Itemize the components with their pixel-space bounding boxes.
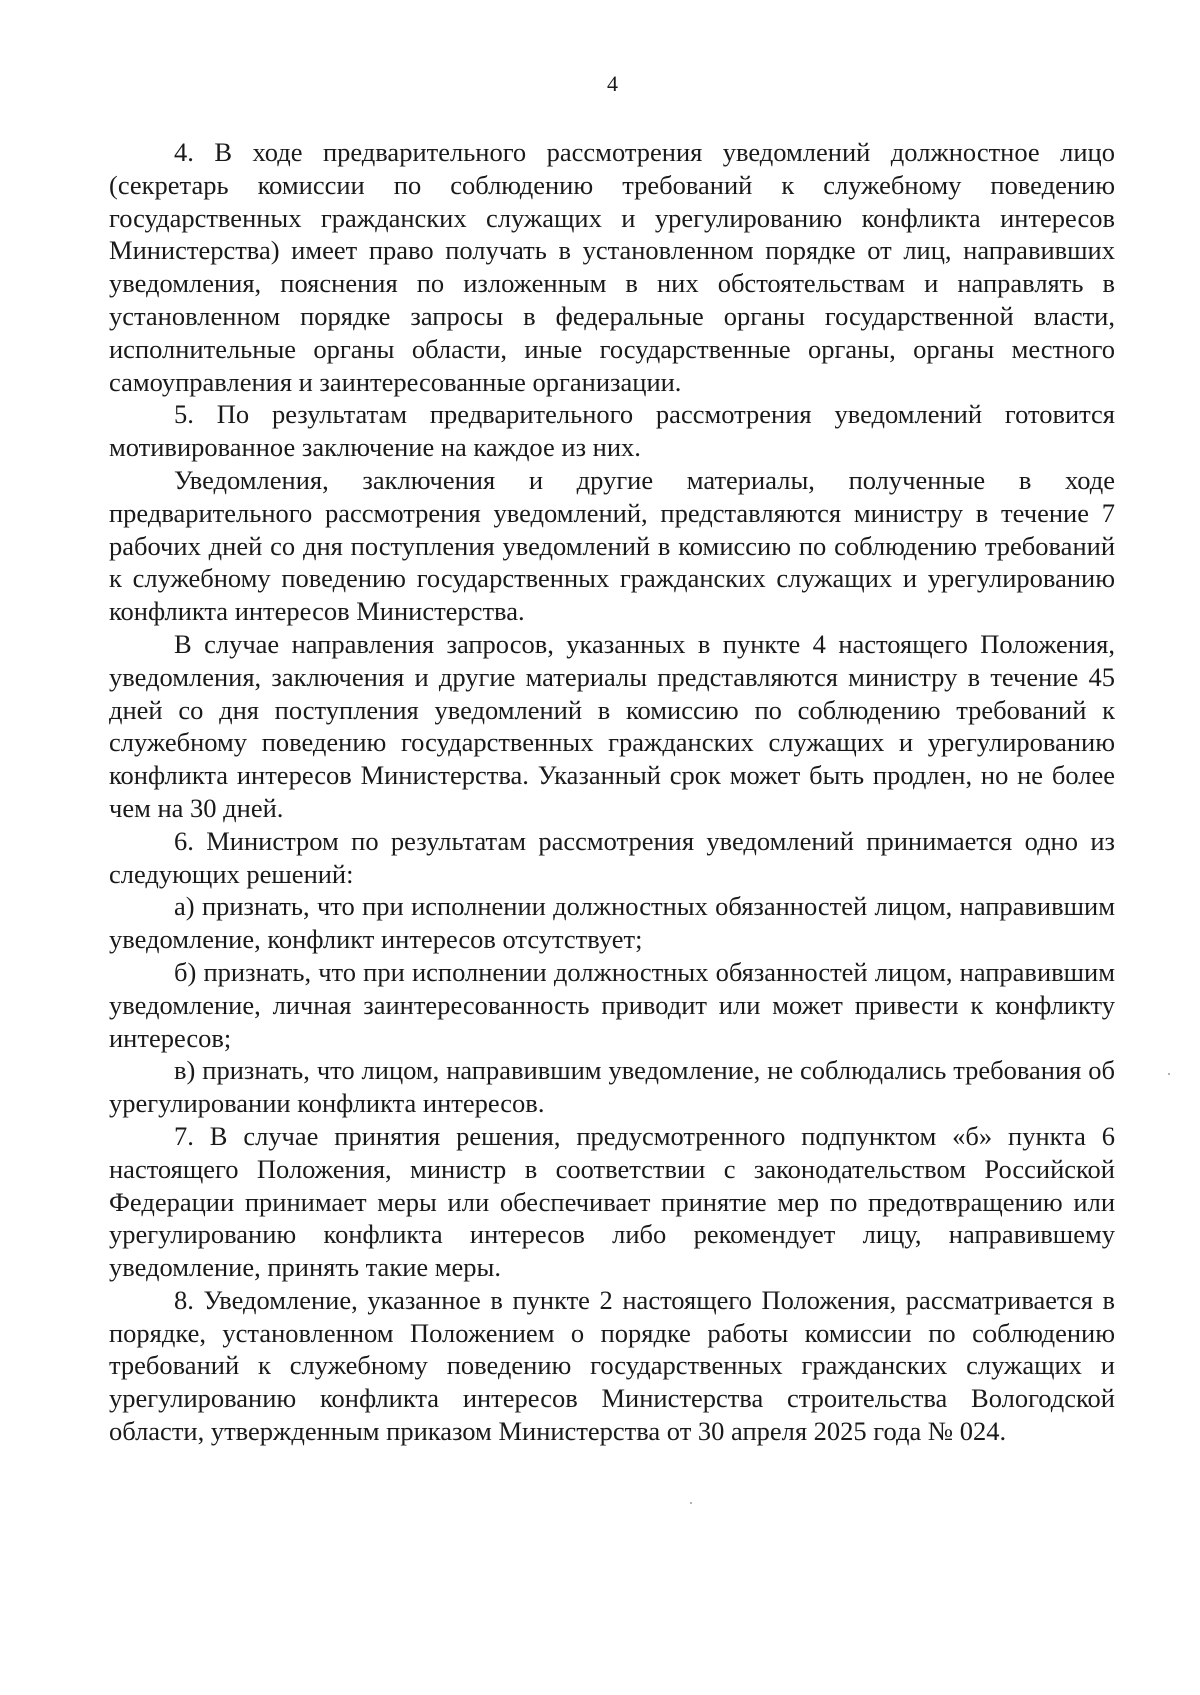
paragraph-item-4: 4. В ходе предварительного рассмотрения уведомлений должностное лицо (секретарь комиссии по соблюдению требований к служебному поведению государственных гражданских служащих и урегулированию конфликта интересов Министерства) имеет право получать в установленном порядке от лиц, направивших уведомления, пояснения по изложенным в них обстоятельствам и направлять в установленном порядке запросы в федеральные органы государственной власти, исполнительные органы области, иные государственные органы, органы местного самоуправления и заинтересованные организации. — [109, 137, 1115, 397]
scan-speck — [690, 1502, 692, 1504]
scan-speck — [1168, 1073, 1170, 1075]
paragraph-item-5-requests-deadline: В случае направления запросов, указанных в пункте 4 настоящего Положения, уведомления, заключения и другие материалы представляются министру в течение 45 дней со дня поступления уведомлений в комиссию по соблюдению требований к служебному поведению государственных гражданских служащих и урегулированию конфликта интересов Министерства. Указанный срок может быть продлен, но не более чем на 30 дней. — [109, 628, 1115, 823]
paragraph-item-5-notifications-deadline: Уведомления, заключения и другие материалы, полученные в ходе предварительного рассмотрения уведомлений, представляются министру в течение 7 рабочих дней со дня поступления уведомлений в комиссию по соблюдению требований к служебному поведению государственных гражданских служащих и урегулированию конфликта интересов Министерства. — [109, 464, 1115, 627]
paragraph-item-6: 6. Министром по результатам рассмотрения уведомлений принимается одно из следующих решений: — [109, 825, 1115, 889]
paragraph-item-6-subitem-a: а) признать, что при исполнении должностных обязанностей лицом, направившим уведомление, конфликт интересов отсутствует; — [109, 891, 1115, 955]
paragraph-item-7: 7. В случае принятия решения, предусмотренного подпунктом «б» пункта 6 настоящего Положения, министр в соответствии с законодательством Российской Федерации принимает меры или обеспечивает принятие мер по предотвращению или урегулированию конфликта интересов либо рекомендует лицу, направившему уведомление, принять такие меры. — [109, 1120, 1115, 1283]
paragraph-item-6-subitem-b: б) признать, что при исполнении должностных обязанностей лицом, направившим уведомление, личная заинтересованность приводит или может привести к конфликту интересов; — [109, 956, 1115, 1053]
paragraph-item-8: 8. Уведомление, указанное в пункте 2 настоящего Положения, рассматривается в порядке, установленном Положением о порядке работы комиссии по соблюдению требований к служебному поведению государственных гражданских служащих и урегулированию конфликта интересов Министерства строительства Вологодской области, утвержденным приказом Министерства от 30 апреля 2025 года № 024. — [109, 1284, 1115, 1447]
document-body — [109, 136, 1115, 1448]
page-number: 4 — [607, 71, 618, 96]
paragraph-item-6-subitem-v: в) признать, что лицом, направившим уведомление, не соблюдались требования об урегулировании конфликта интересов. — [109, 1055, 1115, 1119]
paragraph-item-5: 5. По результатам предварительного рассмотрения уведомлений готовится мотивированное заключение на каждое из них. — [109, 399, 1115, 463]
